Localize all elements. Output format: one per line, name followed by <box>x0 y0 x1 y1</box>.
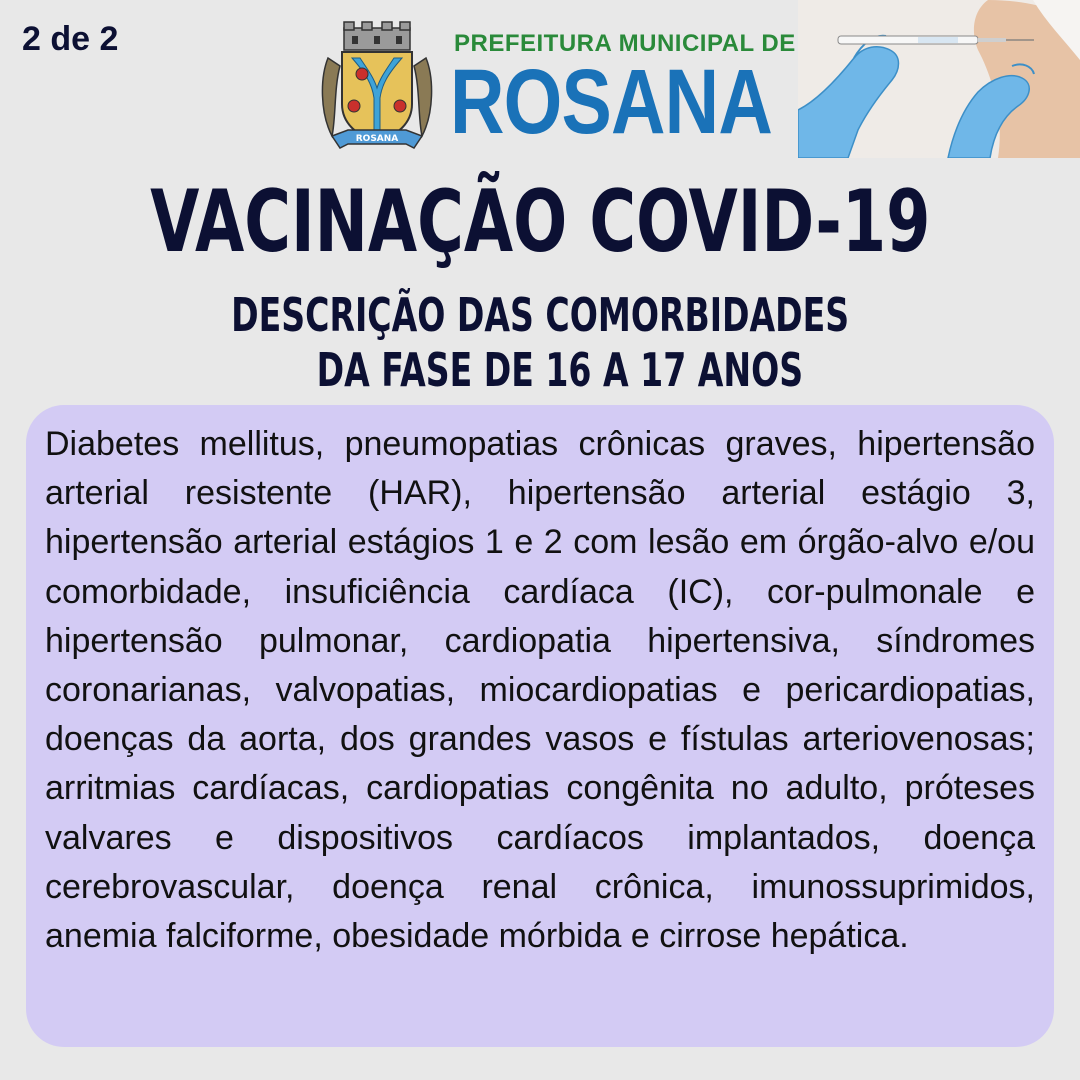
coat-of-arms-icon <box>318 18 436 158</box>
brand-name: ROSANA <box>450 51 773 153</box>
vaccination-photo-icon <box>798 0 1080 158</box>
crest-banner-text: ROSANA <box>355 134 399 144</box>
page-title <box>0 172 1080 272</box>
page-counter: 2 de 2 <box>22 20 119 58</box>
subtitle-line-1 <box>0 290 1080 340</box>
subtitle-line-2-text: DA FASE DE 16 A 17 ANOS <box>316 343 804 397</box>
brand-top-line: PREFEITURA MUNICIPAL DE <box>454 30 796 57</box>
subtitle-line-1-text: DESCRIÇÃO DAS COMORBIDADES <box>231 288 849 342</box>
subtitle-line-2 <box>20 345 1080 395</box>
page-title-text: VACINAÇÃO COVID-19 <box>149 172 931 272</box>
comorbidities-description: Diabetes mellitus, pneumopatias crônicas graves, hipertensão arterial resistente (HAR), hipertensão arterial estágio 3, hipertensão arterial estágios 1 e 2 com lesão em órgão-alvo e/ou comorbidade, insuficiência cardíaca (IC), cor-pulmonale e hipertensão pulmonar, cardiopatia hipertensiva, síndromes coronarianas, valvopatias, miocardiopatias e pericardiopatias, doenças da aorta, dos grandes vasos e fístulas arteriovenosas; arritmias cardíacas, cardiopatias congênita no adulto, próteses valvares e dispositivos cardíacos implantados, doença cerebrovascular, doença renal crônica, imunossuprimidos, anemia falciforme, obesidade mórbida e cirrose hepática. <box>45 425 1035 956</box>
